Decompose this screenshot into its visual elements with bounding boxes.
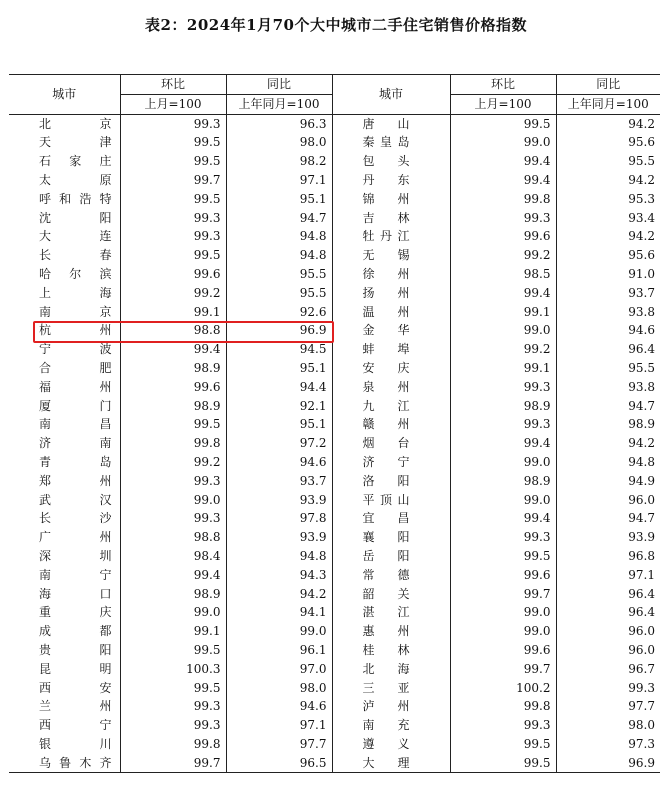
yoy-value: 94.7 [556, 509, 660, 528]
mom-value: 99.0 [120, 491, 226, 510]
table-row [9, 716, 660, 735]
city-name: 大连 [39, 229, 112, 244]
yoy-value: 95.1 [226, 415, 332, 434]
table-title: 表2：2024年1月70个大中城市二手住宅销售价格指数 [145, 16, 527, 34]
table-row [9, 528, 660, 547]
table-row [9, 603, 660, 622]
yoy-value: 94.4 [226, 378, 332, 397]
city-name: 上海 [39, 285, 112, 300]
yoy-value: 94.2 [556, 227, 660, 246]
mom-value: 99.4 [450, 152, 556, 171]
table-row [9, 641, 660, 660]
table-row [9, 697, 660, 716]
city-name: 无锡 [332, 246, 450, 265]
yoy-value: 97.7 [226, 735, 332, 754]
mom-value: 99.3 [120, 697, 226, 716]
table-row [9, 284, 660, 303]
mom-value: 99.6 [120, 378, 226, 397]
yoy-value: 95.5 [226, 265, 332, 284]
yoy-value: 95.5 [556, 152, 660, 171]
city-name: 南昌 [39, 417, 112, 432]
yoy-value: 95.1 [226, 359, 332, 378]
mom-value: 99.4 [450, 171, 556, 190]
city-name: 长沙 [39, 511, 112, 526]
yoy-value: 94.7 [226, 209, 332, 228]
yoy-value: 93.7 [226, 472, 332, 491]
yoy-value: 96.7 [556, 660, 660, 679]
yoy-value: 94.6 [226, 453, 332, 472]
mom-value: 99.7 [450, 660, 556, 679]
city-name: 天津 [39, 135, 112, 150]
yoy-base-left: 上年同月=100 [226, 94, 332, 114]
mom-value: 99.6 [450, 641, 556, 660]
mom-value: 99.0 [450, 491, 556, 510]
yoy-value: 91.0 [556, 265, 660, 284]
yoy-header-left: 同比 [226, 75, 332, 95]
mom-value: 99.6 [120, 265, 226, 284]
table-row [9, 171, 660, 190]
yoy-value: 96.4 [556, 603, 660, 622]
yoy-value: 95.6 [556, 246, 660, 265]
mom-value: 99.3 [120, 716, 226, 735]
city-name: 银川 [39, 736, 112, 751]
mom-value: 99.2 [450, 246, 556, 265]
city-name: 成都 [39, 624, 112, 639]
yoy-value: 94.6 [226, 697, 332, 716]
city-name: 扬州 [332, 284, 450, 303]
table-row [9, 679, 660, 698]
table-body [9, 114, 660, 773]
mom-value: 99.1 [120, 303, 226, 322]
city-name: 遵义 [332, 735, 450, 754]
table-row [9, 190, 660, 209]
mom-value: 99.4 [450, 284, 556, 303]
table-row [9, 547, 660, 566]
yoy-value: 93.8 [556, 378, 660, 397]
city-name: 合肥 [39, 360, 112, 375]
price-index-table [9, 74, 660, 773]
mom-value: 99.0 [120, 603, 226, 622]
yoy-value: 94.8 [226, 547, 332, 566]
yoy-value: 99.3 [556, 679, 660, 698]
table-row [9, 303, 660, 322]
mom-value: 99.4 [120, 340, 226, 359]
city-name: 北京 [39, 116, 112, 131]
mom-value: 99.1 [450, 359, 556, 378]
city-name: 蚌埠 [332, 340, 450, 359]
table-row [9, 453, 660, 472]
mom-value: 99.3 [450, 209, 556, 228]
table-row [9, 472, 660, 491]
mom-value: 99.3 [450, 378, 556, 397]
yoy-value: 95.6 [556, 133, 660, 152]
yoy-value: 94.2 [226, 585, 332, 604]
mom-value: 99.3 [120, 509, 226, 528]
city-name: 金华 [332, 321, 450, 340]
mom-value: 99.5 [450, 114, 556, 133]
city-name: 烟台 [332, 434, 450, 453]
mom-value: 99.8 [450, 190, 556, 209]
mom-value: 99.0 [450, 622, 556, 641]
city-name: 济宁 [332, 453, 450, 472]
city-name: 厦门 [39, 398, 112, 413]
mom-value: 99.0 [450, 453, 556, 472]
mom-value: 99.7 [450, 585, 556, 604]
table-row [9, 265, 660, 284]
city-name: 牡丹江 [332, 227, 450, 246]
city-name: 泉州 [332, 378, 450, 397]
table-row [9, 415, 660, 434]
mom-value: 99.5 [120, 641, 226, 660]
city-name: 宜昌 [332, 509, 450, 528]
yoy-value: 96.9 [226, 321, 332, 340]
city-name: 温州 [332, 303, 450, 322]
city-name: 丹东 [332, 171, 450, 190]
yoy-value: 96.8 [556, 547, 660, 566]
city-name: 吉林 [332, 209, 450, 228]
mom-value: 99.3 [450, 716, 556, 735]
yoy-value: 92.1 [226, 397, 332, 416]
mom-value: 99.5 [120, 679, 226, 698]
city-name: 长春 [39, 248, 112, 263]
city-name: 西安 [39, 680, 112, 695]
yoy-value: 94.1 [226, 603, 332, 622]
city-name: 惠州 [332, 622, 450, 641]
yoy-value: 96.5 [226, 754, 332, 773]
yoy-value: 98.0 [226, 133, 332, 152]
table-row [9, 491, 660, 510]
city-name: 青岛 [39, 454, 112, 469]
city-name: 徐州 [332, 265, 450, 284]
mom-value: 99.5 [120, 246, 226, 265]
table-row [9, 340, 660, 359]
mom-value: 99.8 [120, 735, 226, 754]
city-name: 泸州 [332, 697, 450, 716]
yoy-header-right: 同比 [556, 75, 660, 95]
city-name: 包头 [332, 152, 450, 171]
city-name: 桂林 [332, 641, 450, 660]
city-header-left: 城市 [9, 75, 120, 115]
city-name: 襄阳 [332, 528, 450, 547]
city-name: 武汉 [39, 492, 112, 507]
table-row [9, 434, 660, 453]
yoy-value: 96.1 [226, 641, 332, 660]
mom-value: 99.2 [120, 284, 226, 303]
mom-value: 99.5 [450, 735, 556, 754]
yoy-value: 97.1 [556, 566, 660, 585]
table-row [9, 133, 660, 152]
city-name: 杭州 [39, 323, 112, 338]
mom-value: 99.7 [120, 754, 226, 773]
city-name: 福州 [39, 379, 112, 394]
city-name: 石家庄 [39, 154, 112, 169]
city-name: 兰州 [39, 699, 112, 714]
mom-value: 99.8 [120, 434, 226, 453]
table-row [9, 359, 660, 378]
city-name: 呼和浩特 [39, 191, 112, 206]
mom-header-left: 环比 [120, 75, 226, 95]
yoy-value: 93.9 [556, 528, 660, 547]
mom-value: 99.3 [450, 528, 556, 547]
mom-header-right: 环比 [450, 75, 556, 95]
yoy-value: 96.0 [556, 641, 660, 660]
yoy-value: 95.3 [556, 190, 660, 209]
mom-value: 98.9 [120, 585, 226, 604]
city-name: 沈阳 [39, 210, 112, 225]
city-name: 三亚 [332, 679, 450, 698]
city-name: 宁波 [39, 342, 112, 357]
city-name: 太原 [39, 172, 112, 187]
mom-value: 99.5 [450, 754, 556, 773]
yoy-value: 97.7 [556, 697, 660, 716]
yoy-value: 94.7 [556, 397, 660, 416]
yoy-value: 97.0 [226, 660, 332, 679]
city-name: 岳阳 [332, 547, 450, 566]
yoy-value: 93.4 [556, 209, 660, 228]
mom-value: 99.3 [120, 114, 226, 133]
mom-value: 100.2 [450, 679, 556, 698]
mom-value: 99.5 [450, 547, 556, 566]
mom-value: 99.7 [120, 171, 226, 190]
yoy-value: 97.1 [226, 716, 332, 735]
city-header-right: 城市 [332, 75, 450, 115]
city-name: 贵阳 [39, 642, 112, 657]
yoy-value: 97.2 [226, 434, 332, 453]
table-row [9, 246, 660, 265]
mom-value: 99.3 [120, 209, 226, 228]
mom-value: 99.3 [450, 415, 556, 434]
mom-value: 99.1 [450, 303, 556, 322]
yoy-value: 96.0 [556, 622, 660, 641]
mom-value: 98.5 [450, 265, 556, 284]
yoy-value: 98.9 [556, 415, 660, 434]
city-name: 秦皇岛 [332, 133, 450, 152]
yoy-value: 94.2 [556, 114, 660, 133]
city-name: 赣州 [332, 415, 450, 434]
city-name: 哈尔滨 [39, 266, 112, 281]
yoy-value: 99.0 [226, 622, 332, 641]
yoy-value: 94.8 [556, 453, 660, 472]
mom-value: 99.3 [120, 472, 226, 491]
yoy-value: 97.1 [226, 171, 332, 190]
table-row [9, 227, 660, 246]
mom-value: 99.5 [120, 152, 226, 171]
city-name: 韶关 [332, 585, 450, 604]
yoy-value: 96.3 [226, 114, 332, 133]
mom-value: 99.2 [450, 340, 556, 359]
yoy-value: 98.0 [226, 679, 332, 698]
table-row [9, 509, 660, 528]
city-name: 大理 [332, 754, 450, 773]
yoy-value: 97.3 [556, 735, 660, 754]
mom-value: 99.2 [120, 453, 226, 472]
city-name: 常德 [332, 566, 450, 585]
city-name: 南充 [332, 716, 450, 735]
city-name: 南宁 [39, 567, 112, 582]
mom-value: 98.9 [450, 472, 556, 491]
mom-value: 98.9 [450, 397, 556, 416]
table-row [9, 660, 660, 679]
yoy-value: 98.2 [226, 152, 332, 171]
mom-base-left: 上月=100 [120, 94, 226, 114]
yoy-value: 93.9 [226, 491, 332, 510]
mom-value: 99.5 [120, 133, 226, 152]
table-row [9, 378, 660, 397]
table-row [9, 735, 660, 754]
mom-value: 98.8 [120, 528, 226, 547]
city-name: 济南 [39, 436, 112, 451]
yoy-value: 94.3 [226, 566, 332, 585]
yoy-value: 93.8 [556, 303, 660, 322]
city-name: 海口 [39, 586, 112, 601]
table-row [9, 754, 660, 773]
table-row [9, 209, 660, 228]
mom-value: 99.6 [450, 227, 556, 246]
mom-value: 99.4 [450, 509, 556, 528]
yoy-value: 97.8 [226, 509, 332, 528]
yoy-value: 93.7 [556, 284, 660, 303]
city-name: 郑州 [39, 473, 112, 488]
city-name: 九江 [332, 397, 450, 416]
yoy-value: 94.9 [556, 472, 660, 491]
yoy-value: 95.1 [226, 190, 332, 209]
mom-value: 99.5 [120, 415, 226, 434]
yoy-value: 94.8 [226, 246, 332, 265]
yoy-value: 96.4 [556, 585, 660, 604]
mom-value: 98.9 [120, 397, 226, 416]
city-name: 深圳 [39, 548, 112, 563]
yoy-value: 94.8 [226, 227, 332, 246]
yoy-value: 95.5 [556, 359, 660, 378]
city-name: 安庆 [332, 359, 450, 378]
city-name: 重庆 [39, 605, 112, 620]
yoy-value: 94.5 [226, 340, 332, 359]
mom-base-right: 上月=100 [450, 94, 556, 114]
yoy-value: 94.6 [556, 321, 660, 340]
mom-value: 99.0 [450, 321, 556, 340]
table-row [9, 397, 660, 416]
table-row [9, 114, 660, 133]
city-name: 南京 [39, 304, 112, 319]
header-row [9, 75, 660, 95]
mom-value: 99.4 [120, 566, 226, 585]
mom-value: 100.3 [120, 660, 226, 679]
table-row [9, 566, 660, 585]
city-name: 昆明 [39, 661, 112, 676]
city-name: 湛江 [332, 603, 450, 622]
table-row [9, 622, 660, 641]
mom-value: 98.9 [120, 359, 226, 378]
city-name: 广州 [39, 530, 112, 545]
city-name: 乌鲁木齐 [9, 754, 120, 773]
yoy-base-right: 上年同月=100 [556, 94, 660, 114]
city-name: 洛阳 [332, 472, 450, 491]
mom-value: 99.6 [450, 566, 556, 585]
city-name: 平顶山 [332, 491, 450, 510]
city-name: 西宁 [39, 718, 112, 733]
yoy-value: 94.2 [556, 171, 660, 190]
table-row [9, 585, 660, 604]
yoy-value: 95.5 [226, 284, 332, 303]
mom-value: 99.0 [450, 133, 556, 152]
mom-value: 98.8 [120, 321, 226, 340]
mom-value: 99.0 [450, 603, 556, 622]
mom-value: 99.4 [450, 434, 556, 453]
table-row [9, 152, 660, 171]
mom-value: 99.3 [120, 227, 226, 246]
mom-value: 99.5 [120, 190, 226, 209]
yoy-value: 93.9 [226, 528, 332, 547]
yoy-value: 94.2 [556, 434, 660, 453]
mom-value: 99.1 [120, 622, 226, 641]
table-row [9, 321, 660, 340]
yoy-value: 96.9 [556, 754, 660, 773]
yoy-value: 96.0 [556, 491, 660, 510]
mom-value: 98.4 [120, 547, 226, 566]
city-name: 唐山 [332, 114, 450, 133]
yoy-value: 92.6 [226, 303, 332, 322]
mom-value: 99.8 [450, 697, 556, 716]
yoy-value: 96.4 [556, 340, 660, 359]
city-name: 北海 [332, 660, 450, 679]
city-name: 锦州 [332, 190, 450, 209]
yoy-value: 98.0 [556, 716, 660, 735]
